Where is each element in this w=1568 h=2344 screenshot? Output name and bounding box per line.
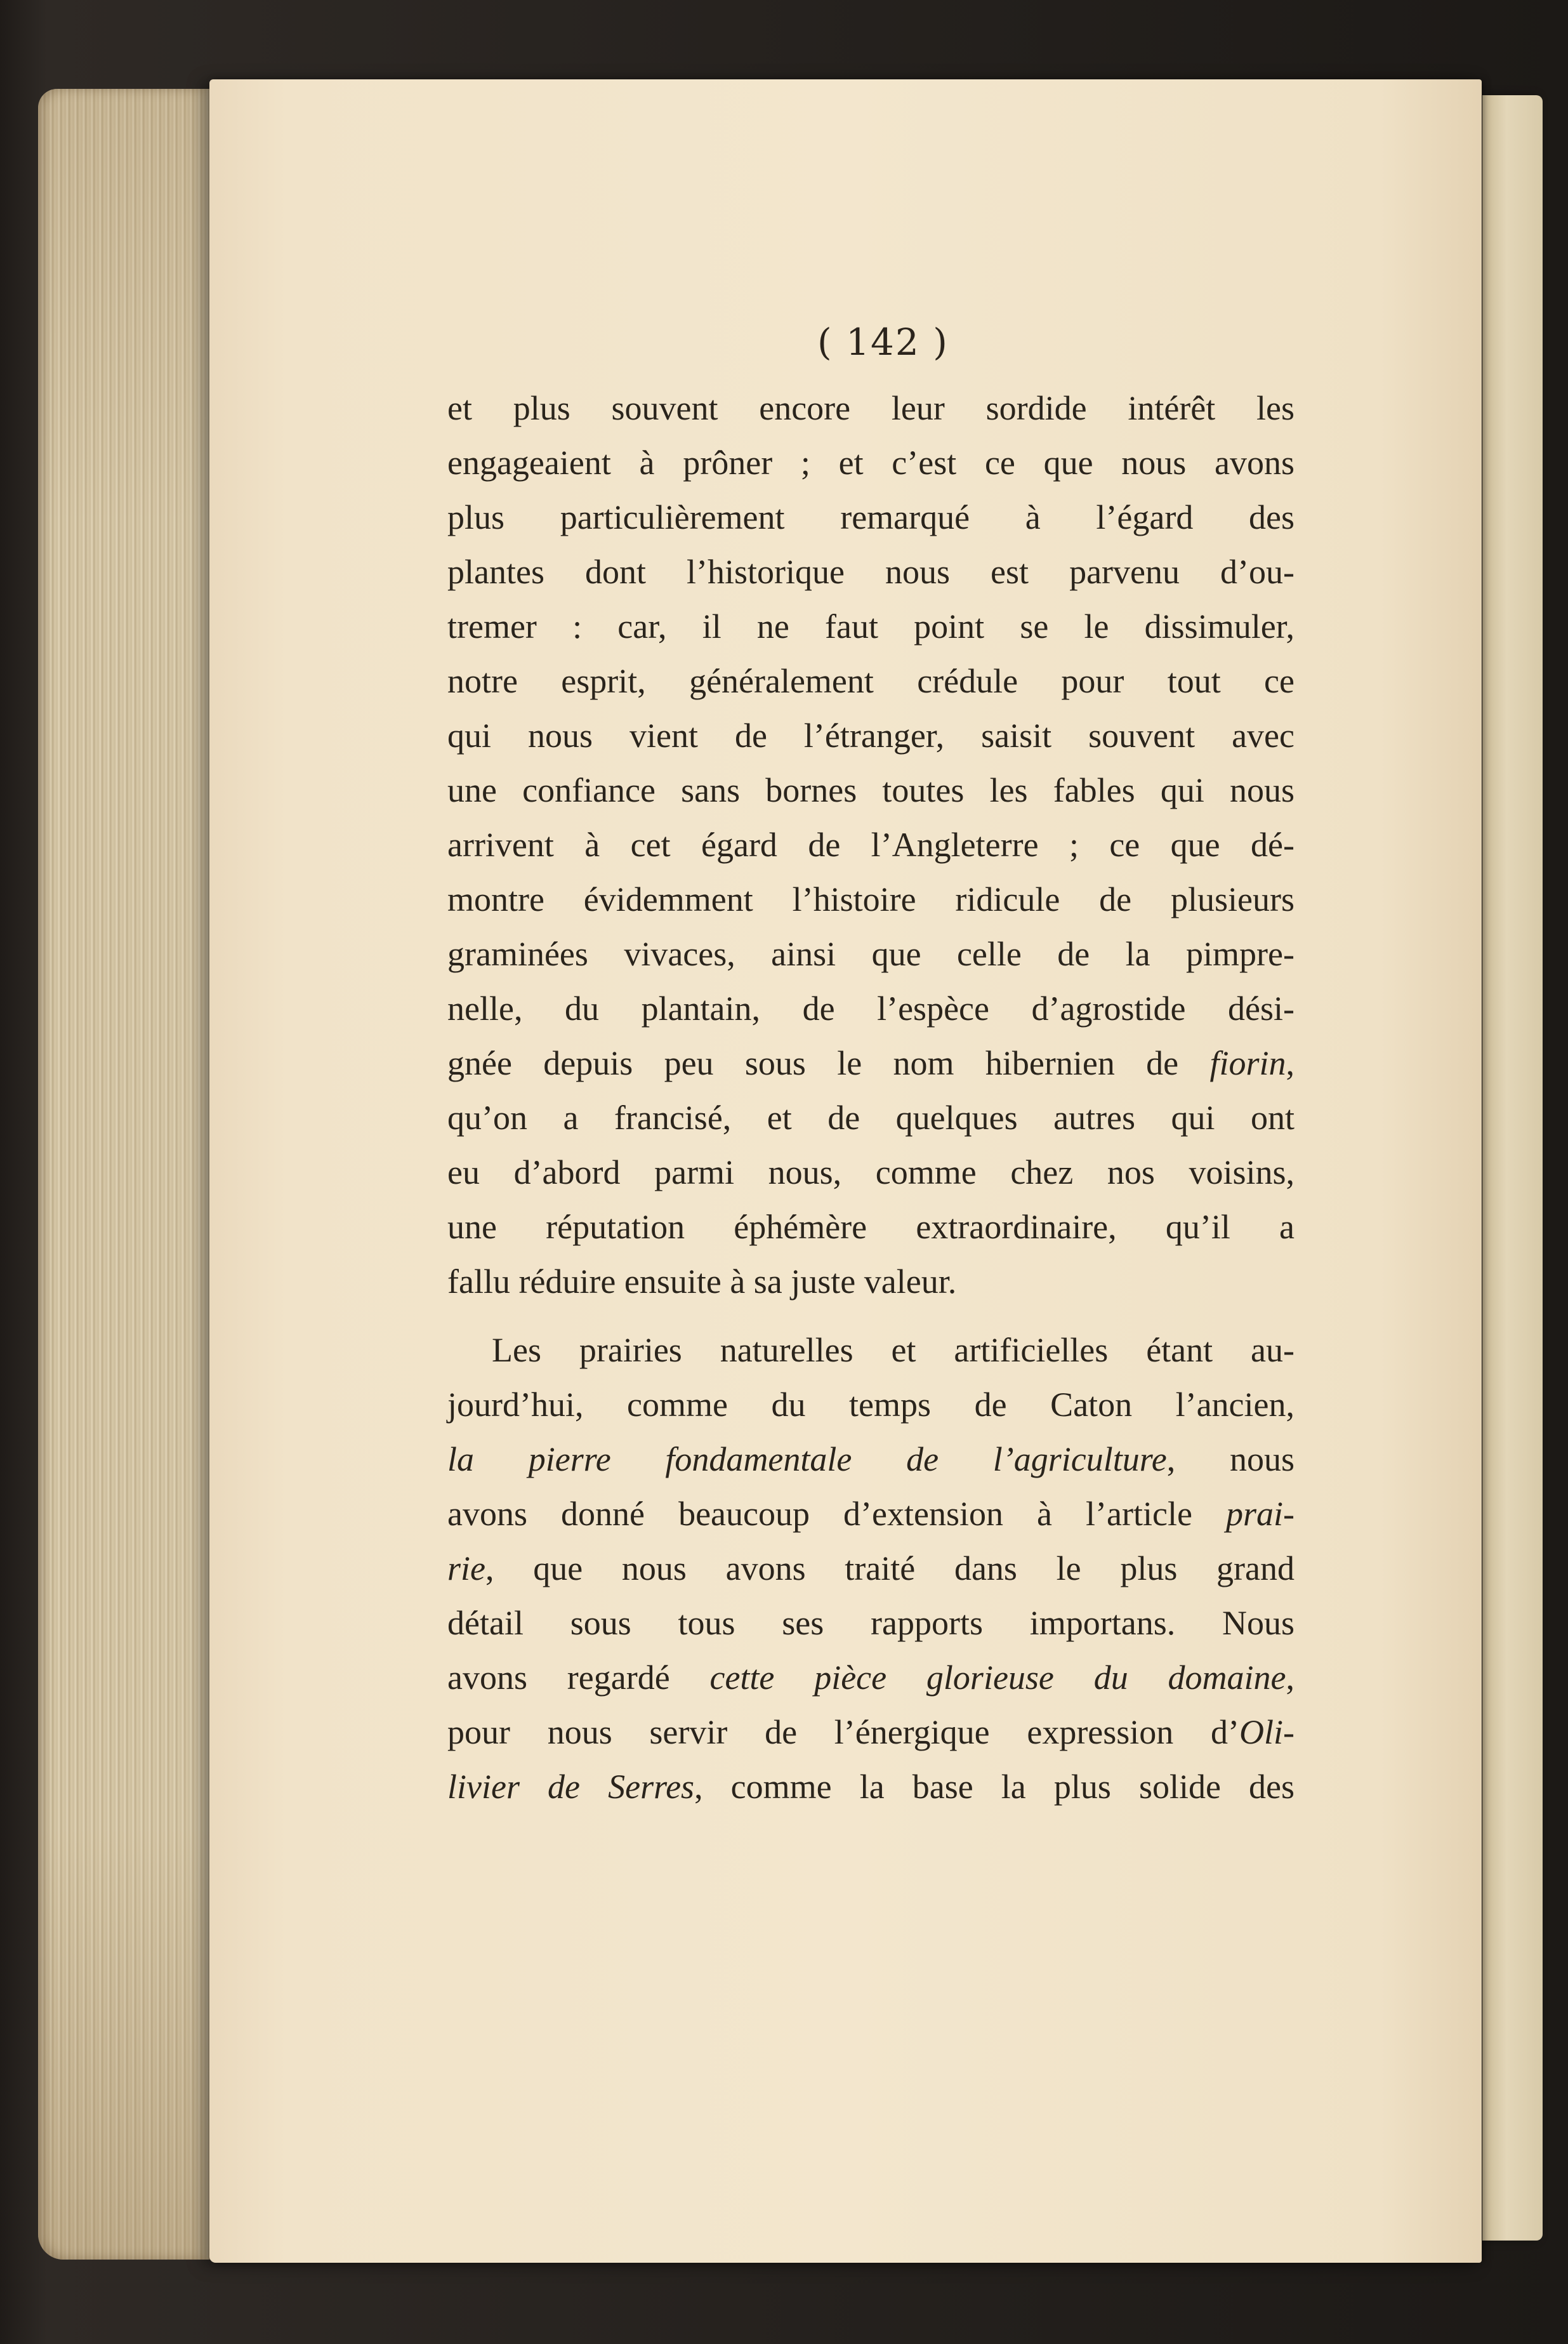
text-line: Les prairies naturelles et artificielles étant au- — [492, 1331, 1295, 1369]
text-segment: avons donné beaucoup d’extension à l’article — [447, 1495, 1226, 1533]
italic-quote: cette pièce glorieuse du domaine — [709, 1659, 1286, 1697]
facing-page-edge — [1482, 95, 1543, 2241]
text-segment: , nous — [1166, 1440, 1295, 1478]
text-line — [447, 1036, 1295, 1090]
italic-term: rie — [447, 1549, 485, 1587]
text-segment: avons regardé — [447, 1659, 710, 1697]
text-line: notre esprit, généralement crédule pour tout ce — [447, 662, 1295, 700]
italic-term: fiorin — [1209, 1044, 1286, 1082]
text-line: jourd’hui, comme du temps de Caton l’ancien, — [447, 1386, 1295, 1424]
text-line — [447, 1432, 1295, 1487]
text-segment: , que nous avons traité dans le plus grand — [485, 1549, 1295, 1587]
page-number: ( 142 ) — [817, 321, 949, 364]
text-line: une réputation éphémère extraordinaire, qu’il a — [447, 1208, 1295, 1246]
text-segment: , — [1286, 1044, 1295, 1082]
text-line: nelle, du plantain, de l’espèce d’agrostide dési- — [447, 990, 1295, 1028]
text-line: engageaient à prôner ; et c’est ce que nous avons — [447, 444, 1295, 482]
text-segment: pour nous servir de l’énergique expression d’ — [447, 1713, 1239, 1751]
text-line: montre évidemment l’histoire ridicule de plusieurs — [447, 880, 1295, 918]
text-line: une confiance sans bornes toutes les fables qui nous — [447, 771, 1295, 809]
text-line: qu’on a francisé, et de quelques autres qui ont — [447, 1099, 1295, 1137]
text-segment: gnée depuis peu sous le nom hibernien de — [447, 1044, 1210, 1082]
text-line: détail sous tous ses rapports importans. Nous — [447, 1604, 1295, 1642]
italic-name: livier de Serres — [447, 1768, 695, 1806]
text-line: arrivent à cet égard de l’Angleterre ; ce que dé- — [447, 826, 1295, 864]
text-line — [447, 1541, 1295, 1596]
text-segment: , comme la base la plus solide des — [694, 1768, 1295, 1806]
text-line — [447, 1487, 1295, 1541]
text-line: eu d’abord parmi nous, comme chez nos voisins, — [447, 1153, 1295, 1191]
text-line: et plus souvent encore leur sordide intérêt les — [447, 389, 1295, 427]
text-line: qui nous vient de l’étranger, saisit souvent avec — [447, 717, 1295, 755]
text-line: fallu réduire ensuite à sa juste valeur. — [447, 1262, 957, 1301]
italic-term: prai- — [1226, 1495, 1295, 1533]
text-line: tremer : car, il ne faut point se le dissimuler, — [447, 607, 1295, 646]
text-line — [447, 1650, 1295, 1705]
text-line — [447, 1705, 1295, 1759]
text-line: plus particulièrement remarqué à l’égard des — [447, 498, 1295, 536]
italic-name: Oli- — [1239, 1713, 1295, 1751]
text-line — [447, 1759, 1295, 1814]
page-text — [447, 381, 1295, 1814]
text-line: graminées vivaces, ainsi que celle de la pimpre- — [447, 935, 1295, 973]
text-segment: , — [1286, 1659, 1295, 1697]
italic-quote: la pierre fondamentale de l’agriculture — [447, 1440, 1167, 1478]
stacked-page-edges — [38, 89, 228, 2260]
text-line: plantes dont l’historique nous est parvenu d’ou- — [447, 553, 1295, 591]
